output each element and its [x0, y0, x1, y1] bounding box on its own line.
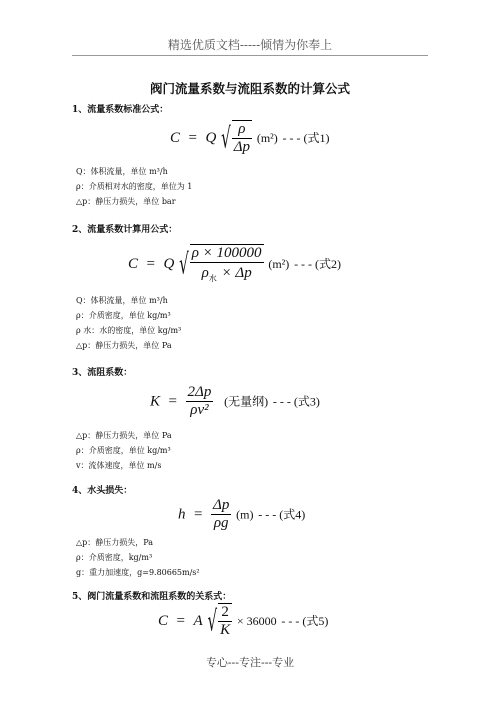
formula-2: C = Q √ $\frac{\rho \times 100000}{\rho_水 \times \Delta p}$ (m²) - - - (式2): [128, 245, 342, 283]
formula-5-coef: A: [193, 613, 203, 629]
note-item: ρ：介质密度，单位 kg/m³: [76, 311, 171, 320]
formula-5-multiplier: × 36000: [236, 614, 277, 628]
section-1-notes: [76, 164, 192, 209]
document-title: 阀门流量系数与流阻系数的计算公式: [149, 81, 350, 96]
formula-5: C = A √ $\frac{2}{K}$ × 36000 - - - (式5): [158, 603, 329, 639]
note-item: g：重力加速度，g=9.80665m/s²: [76, 568, 200, 577]
note-item: Q：体积流量，单位 m³/h: [76, 296, 168, 305]
formula-2-unit: (m²): [268, 257, 290, 271]
section-4-heading: 4、水头损失：: [72, 486, 133, 496]
note-item: ρ：介质相对水的密度，单位为 1: [76, 182, 193, 191]
radical-symbol: √: [179, 246, 189, 282]
note-item: △p：静压力损失，单位 Pa: [76, 341, 172, 350]
formula-1-denominator: Δp: [233, 139, 251, 155]
radical-symbol: √: [207, 603, 218, 639]
note-item: ρ：介质密度，单位 kg/m³: [76, 446, 171, 455]
section-4-notes: [76, 535, 200, 580]
formula-1-tag: - - - (式1): [282, 131, 330, 145]
formula-5-numerator: 2: [218, 604, 232, 622]
formula-3-tag: - - - (式3): [272, 394, 320, 409]
note-item: ρ 水：水的密度，单位 kg/m³: [76, 326, 182, 335]
page-footer: 专心---专注---专业: [205, 656, 295, 669]
formula-1-coef: Q: [205, 130, 217, 146]
formula-2-tag: - - - (式2): [294, 257, 342, 271]
formula-5-tag: - - - (式5): [281, 614, 329, 628]
header-divider: [72, 55, 428, 56]
formula-4-lhs: h: [178, 506, 186, 523]
note-item: △p：静压力损失，单位 bar: [76, 197, 176, 206]
note-item: △p：静压力损失，单位 Pa: [76, 431, 172, 440]
note-item: v：流体速度，单位 m/s: [76, 461, 162, 470]
formula-2-den-sub: 水: [208, 274, 217, 283]
section-2-heading: 2、流量系数计算用公式：: [72, 225, 178, 235]
formula-2-numerator: ρ × 100000: [191, 245, 262, 261]
formula-2-lhs: C: [128, 256, 139, 272]
section-3-heading: 3、流阻系数：: [72, 368, 133, 378]
formula-1-unit: (m²): [256, 131, 278, 145]
formula-3-denominator: ρv²: [190, 402, 209, 418]
formula-4-tag: - - - (式4): [258, 507, 306, 522]
section-5-heading: 5、阀门流量系数和流阻系数的关系式：: [72, 592, 232, 602]
note-item: △p：静压力损失，Pa: [76, 538, 154, 547]
section-2-notes: [76, 293, 181, 353]
formula-4: h = $\frac{\Delta p}{\rho g}$ (m) - - - (式4): [178, 497, 306, 531]
formula-3-numerator: 2Δp: [187, 384, 212, 400]
formula-2-coef: Q: [163, 256, 175, 272]
formula-4-unit: (m): [236, 507, 254, 522]
formula-3: K = $\frac{2\Delta p}{\text{ρv²}}$ (无量纲) - - - (式3): [150, 384, 320, 418]
formula-1: C = Q √ $\frac{\rho}{\Delta p}$ (m²) - - - (式1): [170, 120, 330, 156]
section-1-heading: 1、流量系数标准公式：: [72, 105, 169, 115]
formula-2-den-rest: × Δp: [221, 265, 252, 281]
formula-3-lhs: K: [150, 393, 161, 410]
note-item: ρ：介质密度，kg/m³: [76, 553, 153, 562]
formula-5-denominator: K: [220, 622, 231, 638]
formula-4-denominator: ρg: [213, 515, 229, 531]
formula-2-den-rho: ρ: [201, 265, 209, 281]
formula-1-numerator: ρ: [232, 121, 252, 139]
formula-4-numerator: Δp: [213, 497, 230, 513]
page-header: 精选优质文档-----倾情为你奉上: [167, 38, 333, 52]
section-3-notes: [76, 428, 172, 473]
formula-3-unit: (无量纲): [224, 394, 269, 409]
radical-symbol: √: [221, 120, 231, 156]
formula-1-lhs: C: [170, 130, 181, 146]
note-item: Q：体积流量，单位 m³/h: [76, 167, 168, 176]
formula-5-lhs: C: [158, 613, 169, 629]
